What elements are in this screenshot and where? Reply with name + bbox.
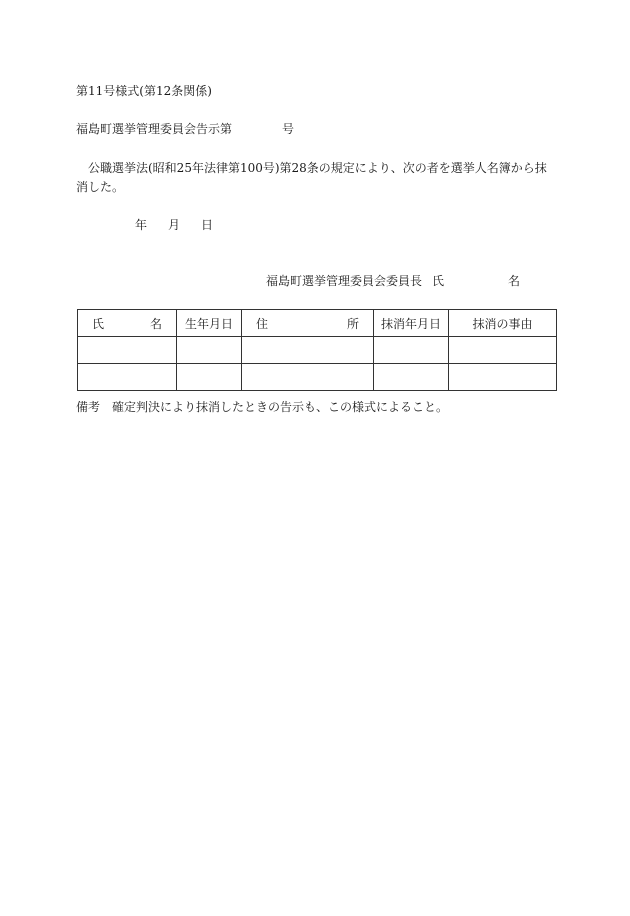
table-cell[interactable] <box>177 337 242 364</box>
signatory-name-left: 氏 <box>432 274 445 288</box>
month-label: 月 <box>168 218 181 232</box>
signatory-title: 福島町選挙管理委員会委員長 <box>266 274 423 288</box>
remarks-line <box>76 399 448 416</box>
table-cell[interactable] <box>374 364 449 391</box>
header-birth-date-label: 生年月日 <box>184 316 233 331</box>
header-address-left: 住 <box>256 316 269 331</box>
table-cell[interactable] <box>242 337 374 364</box>
day-label: 日 <box>201 218 214 232</box>
table-cell[interactable] <box>449 364 557 391</box>
table-cell[interactable] <box>78 337 177 364</box>
header-reason <box>449 310 557 337</box>
deletion-register-table <box>77 309 557 391</box>
header-address-right: 所 <box>346 316 359 331</box>
header-deletion-date <box>374 310 449 337</box>
header-birth-date <box>177 310 242 337</box>
table-row <box>78 337 557 364</box>
notice-body-text: 公職選挙法(昭和25年法律第100号)第28条の規定により、次の者を選挙人名簿から抹消した。 <box>76 161 547 194</box>
header-name-right: 名 <box>149 316 162 331</box>
year-label: 年 <box>135 218 148 232</box>
signatory-name-right: 名 <box>508 274 521 288</box>
header-reason-label: 抹消の事由 <box>472 316 533 331</box>
table-cell[interactable] <box>78 364 177 391</box>
header-name-left: 氏 <box>92 316 105 331</box>
table-cell[interactable] <box>449 337 557 364</box>
signature-line <box>266 273 520 290</box>
table-cell[interactable] <box>242 364 374 391</box>
remarks-text: 確定判決により抹消したときの告示も、この様式によること。 <box>112 400 449 414</box>
remarks-label: 備考 <box>76 400 101 414</box>
header-name <box>78 310 177 337</box>
date-line <box>135 217 213 234</box>
notice-suffix: 号 <box>282 122 295 136</box>
table-cell[interactable] <box>374 337 449 364</box>
form-number: 第11号様式(第12条関係) <box>76 84 212 98</box>
table-row <box>78 364 557 391</box>
notice-prefix: 福島町選挙管理委員会告示第 <box>76 122 233 136</box>
header-deletion-date-label: 抹消年月日 <box>380 316 441 331</box>
table-header-row <box>78 310 557 337</box>
header-address <box>242 310 374 337</box>
table-cell[interactable] <box>177 364 242 391</box>
notice-number-line <box>76 121 294 138</box>
